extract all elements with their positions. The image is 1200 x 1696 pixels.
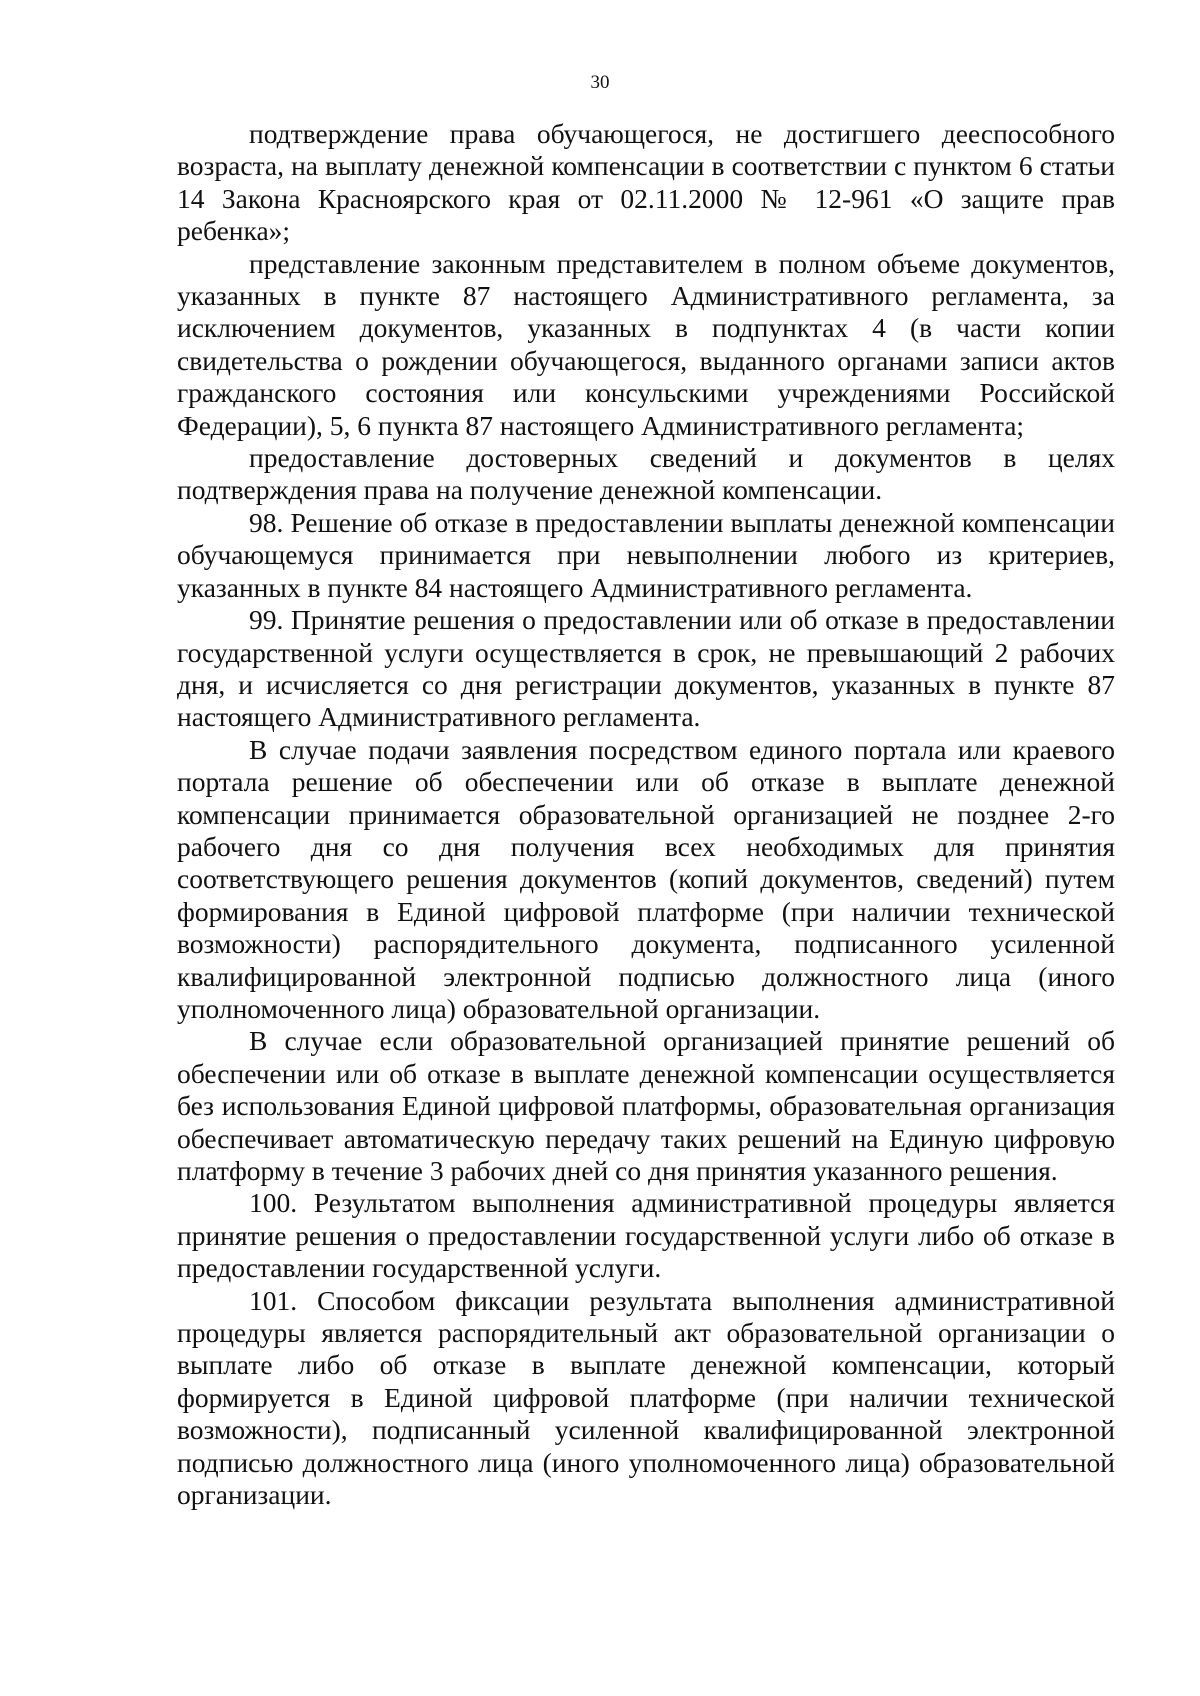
paragraph-portal-application: В случае подачи заявления посредством единого портала или краевого портала решение об обеспечении или об отказе в выплате денежной компенсации принимается образовательной организацией не позднее 2-го рабочего дня со дня получения всех необходимых для принятия соответствующего решения документов (копий документов, сведений) путем формирования в Единой цифровой платформе (при наличии технической возможности) распорядительного документа, подписанного усиленной квалифицированной электронной подписью должностного лица (иного уполномоченного лица) образовательной организации. <box>177 733 1115 1024</box>
paragraph-representative-documents: представление законным представителем в полном объеме документов, указанных в пункте 87 настоящего Административного регламента, за исключением документов, указанных в подпунктах 4 (в части копии свидетельства о рождении обучающегося, выданного органами записи актов гражданского состояния или консульскими учреждениями Российской Федерации), 5, 6 пункта 87 настоящего Административного регламента; <box>177 247 1115 441</box>
paragraph-101-result-fixation: 101. Способом фиксации результата выполнения административной процедуры является распорядительный акт образовательной организации о выплате либо об отказе в выплате денежной компенсации, который формируется в Единой цифровой платформе (при наличии технической возможности), подписанный усиленной квалифицированной электронной подписью должностного лица (иного уполномоченного лица) образовательной организации. <box>177 1284 1115 1511</box>
document-body <box>177 118 1115 1511</box>
page-number: 30 <box>590 72 610 93</box>
paragraph-continuation-rights-confirmation: подтверждение права обучающегося, не достигшего дееспособного возраста, на выплату денежной компенсации в соответствии с пунктом 6 статьи 14 Закона Красноярского края от 02.11.2000 № 12-961 «О защите прав ребенка»; <box>177 118 1115 247</box>
paragraph-without-digital-platform: В случае если образовательной организацией принятие решений об обеспечении или об отказе в выплате денежной компенсации осуществляется без использования Единой цифровой платформы, образовательная организация обеспечивает автоматическую передачу таких решений на Единую цифровую платформу в течение 3 рабочих дней со дня принятия указанного решения. <box>177 1025 1115 1186</box>
paragraph-reliable-information: предоставление достоверных сведений и документов в целях подтверждения права на получение денежной компенсации. <box>177 442 1115 506</box>
paragraph-98-refusal-decision: 98. Решение об отказе в предоставлении выплаты денежной компенсации обучающемуся принимается при невыполнении любого из критериев, указанных в пункте 84 настоящего Административного регламента. <box>177 506 1115 603</box>
paragraph-99-decision-term: 99. Принятие решения о предоставлении или об отказе в предоставлении государственной услуги осуществляется в срок, не превышающий 2 рабочих дня, и исчисляется со дня регистрации документов, указанных в пункте 87 настоящего Административного регламента. <box>177 604 1115 733</box>
paragraph-100-procedure-result: 100. Результатом выполнения административной процедуры является принятие решения о предоставлении государственной услуги либо об отказе в предоставлении государственной услуги. <box>177 1187 1115 1284</box>
